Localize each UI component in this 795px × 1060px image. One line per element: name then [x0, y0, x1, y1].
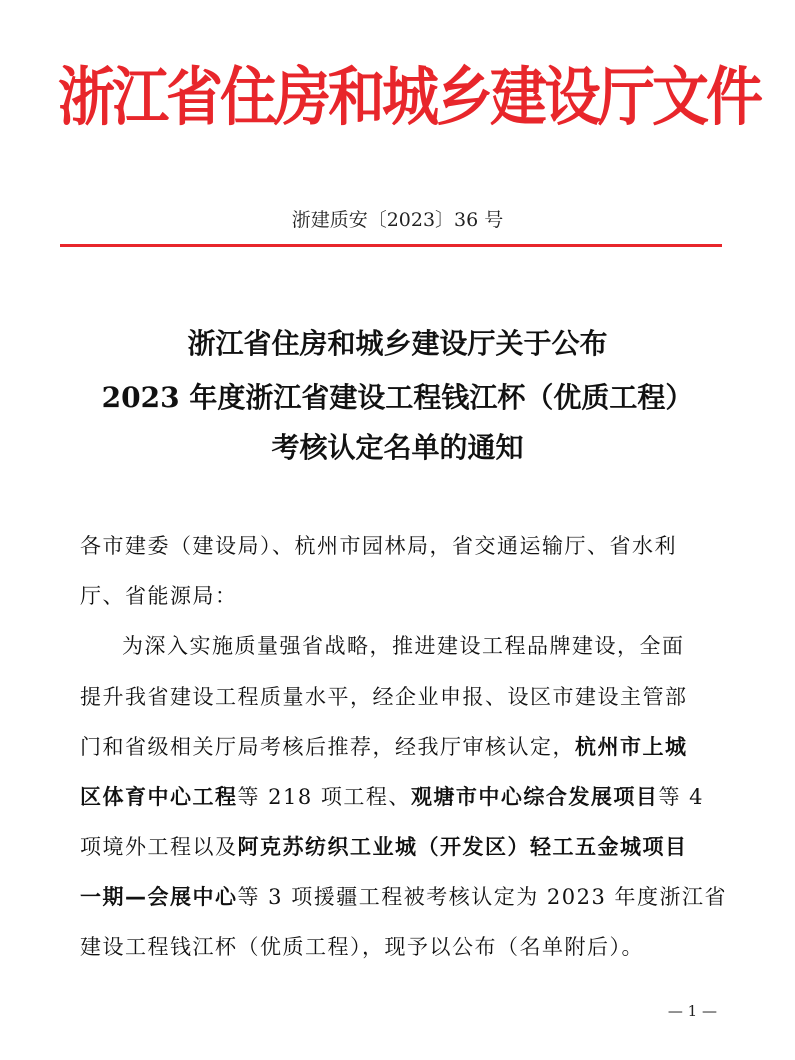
paragraph-text: 等 3 项援疆工程被考核认定为 2023 年度浙江省 — [237, 885, 728, 909]
addressee-line-1: 各市建委（建设局）、杭州市园林局，省交通运输厅、省水利 — [80, 534, 677, 558]
paragraph-line-2: 提升我省建设工程质量水平，经企业申报、设区市建设主管部 — [80, 685, 688, 709]
page-number: — 1 — — [667, 1002, 717, 1020]
project-name-highlight: 区体育中心工程 — [80, 785, 238, 809]
addressee-line-2: 厅、省能源局： — [80, 584, 238, 608]
project-name-highlight: 一期—会展中心 — [80, 885, 238, 909]
paragraph-line-1: 为深入实施质量强省战略，推进建设工程品牌建设，全面 — [122, 634, 685, 658]
paragraph-line-3 — [80, 731, 720, 761]
notice-title-line-2: 2023 年度浙江省建设工程钱江杯（优质工程） — [101, 381, 694, 414]
notice-title-line-1: 浙江省住房和城乡建设厅关于公布 — [187, 327, 608, 360]
paragraph-line-4 — [80, 781, 720, 811]
paragraph-text: 门和省级相关厅局考核后推荐，经我厅审核认定， — [80, 735, 575, 759]
masthead-title: 浙江省住房和城乡建设厅文件 — [58, 60, 760, 135]
project-name-highlight: 阿克苏纺织工业城（开发区）轻工五金城项目 — [237, 835, 688, 859]
paragraph-text: 等 4 — [658, 785, 704, 809]
paragraph-line-6 — [80, 881, 728, 911]
paragraph-line-5 — [80, 831, 720, 861]
project-name-highlight: 杭州市上城 — [575, 735, 688, 759]
paragraph-line-7: 建设工程钱江杯（优质工程），现予以公布（名单附后）。 — [80, 935, 644, 959]
red-divider-line — [60, 244, 722, 247]
notice-title-line-3: 考核认定名单的通知 — [271, 431, 524, 464]
paragraph-text: 项境外工程以及 — [80, 835, 238, 859]
paragraph-text: 等 218 项工程、 — [237, 785, 411, 809]
project-name-highlight: 观塘市中心综合发展项目 — [410, 785, 659, 809]
document-number: 浙建质安〔2023〕36 号 — [291, 209, 504, 231]
